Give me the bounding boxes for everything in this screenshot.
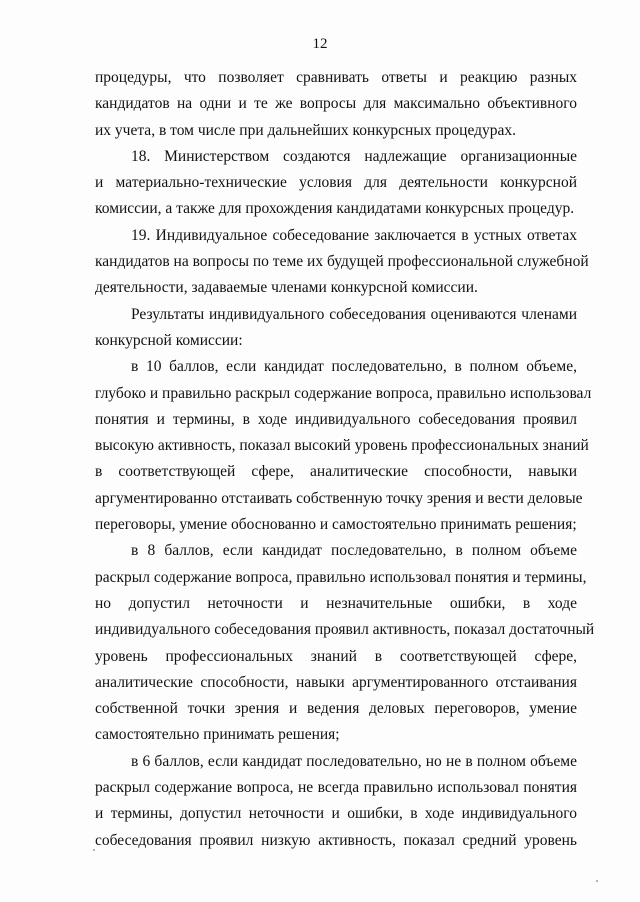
text-line: но допустил неточности и незначительные ошибки, в ходе: [95, 594, 577, 612]
text-line: комиссии, а также для прохождения кандидатами конкурсных процедур.: [95, 200, 575, 218]
text-line: процедуры, что позволяет сравнивать ответы и реакцию разных: [95, 69, 577, 86]
text-line: индивидуального собеседования проявил активность, показал достаточный: [95, 621, 595, 639]
text-line: их учета, в том числе при дальнейших конкурсных процедурах.: [95, 121, 517, 139]
text-line: кандидатов на вопросы по теме их будущей профессиональной служебной: [95, 253, 589, 271]
text-line: аналитические способности, навыки аргументированного отстаивания: [95, 673, 577, 691]
text-line: самостоятельно принимать решения;: [95, 726, 340, 744]
text-line: в 6 баллов, если кандидат последовательно, но не в полном объеме: [131, 752, 577, 770]
scan-speck: [93, 849, 95, 851]
text-line: в 8 баллов, если кандидат последовательно, в полном объеме: [131, 542, 577, 560]
text-line: в 10 баллов, если кандидат последовательно, в полном объеме,: [131, 358, 577, 376]
text-line: и материально-технические условия для деятельности конкурсной: [95, 174, 577, 192]
text-line: уровень профессиональных знаний в соответствующей сфере,: [95, 647, 577, 665]
text-line: собеседования проявил низкую активность, показал средний уровень: [95, 831, 577, 849]
text-line: деятельности, задаваемые членами конкурсной комиссии.: [95, 279, 478, 297]
text-line: 19. Индивидуальное собеседование заключается в устных ответах: [131, 226, 577, 244]
text-line: высокую активность, показал высокий уровень профессиональных знаний: [95, 437, 589, 455]
text-line: и термины, допустил неточности и ошибки, в ходе индивидуального: [95, 805, 577, 823]
text-line: глубоко и правильно раскрыл содержание вопроса, правильно использовал: [95, 384, 592, 402]
text-line: собственной точки зрения и ведения деловых переговоров, умение: [95, 700, 577, 718]
text-line: Результаты индивидуального собеседования оцениваются членами: [131, 305, 577, 323]
text-line: раскрыл содержание вопроса, правильно использовал понятия и термины,: [95, 568, 587, 586]
text-line: 18. Министерством создаются надлежащие организационные: [131, 147, 577, 165]
text-line: в соответствующей сфере, аналитические способности, навыки: [95, 463, 577, 481]
text-line: конкурсной комиссии:: [95, 331, 243, 349]
scan-speck: [596, 880, 598, 882]
text-line: аргументированно отстаивать собственную точку зрения и вести деловые: [95, 489, 583, 507]
text-line: кандидатов на одни и те же вопросы для максимально объективного: [95, 95, 577, 113]
page-number: 12: [312, 36, 328, 52]
text-line: раскрыл содержание вопроса, не всегда правильно использовал понятия: [95, 779, 577, 797]
text-line: переговоры, умение обоснованно и самостоятельно принимать решения;: [95, 516, 577, 534]
document-body: [95, 65, 595, 854]
text-line: понятия и термины, в ходе индивидуального собеседования проявил: [95, 410, 577, 428]
